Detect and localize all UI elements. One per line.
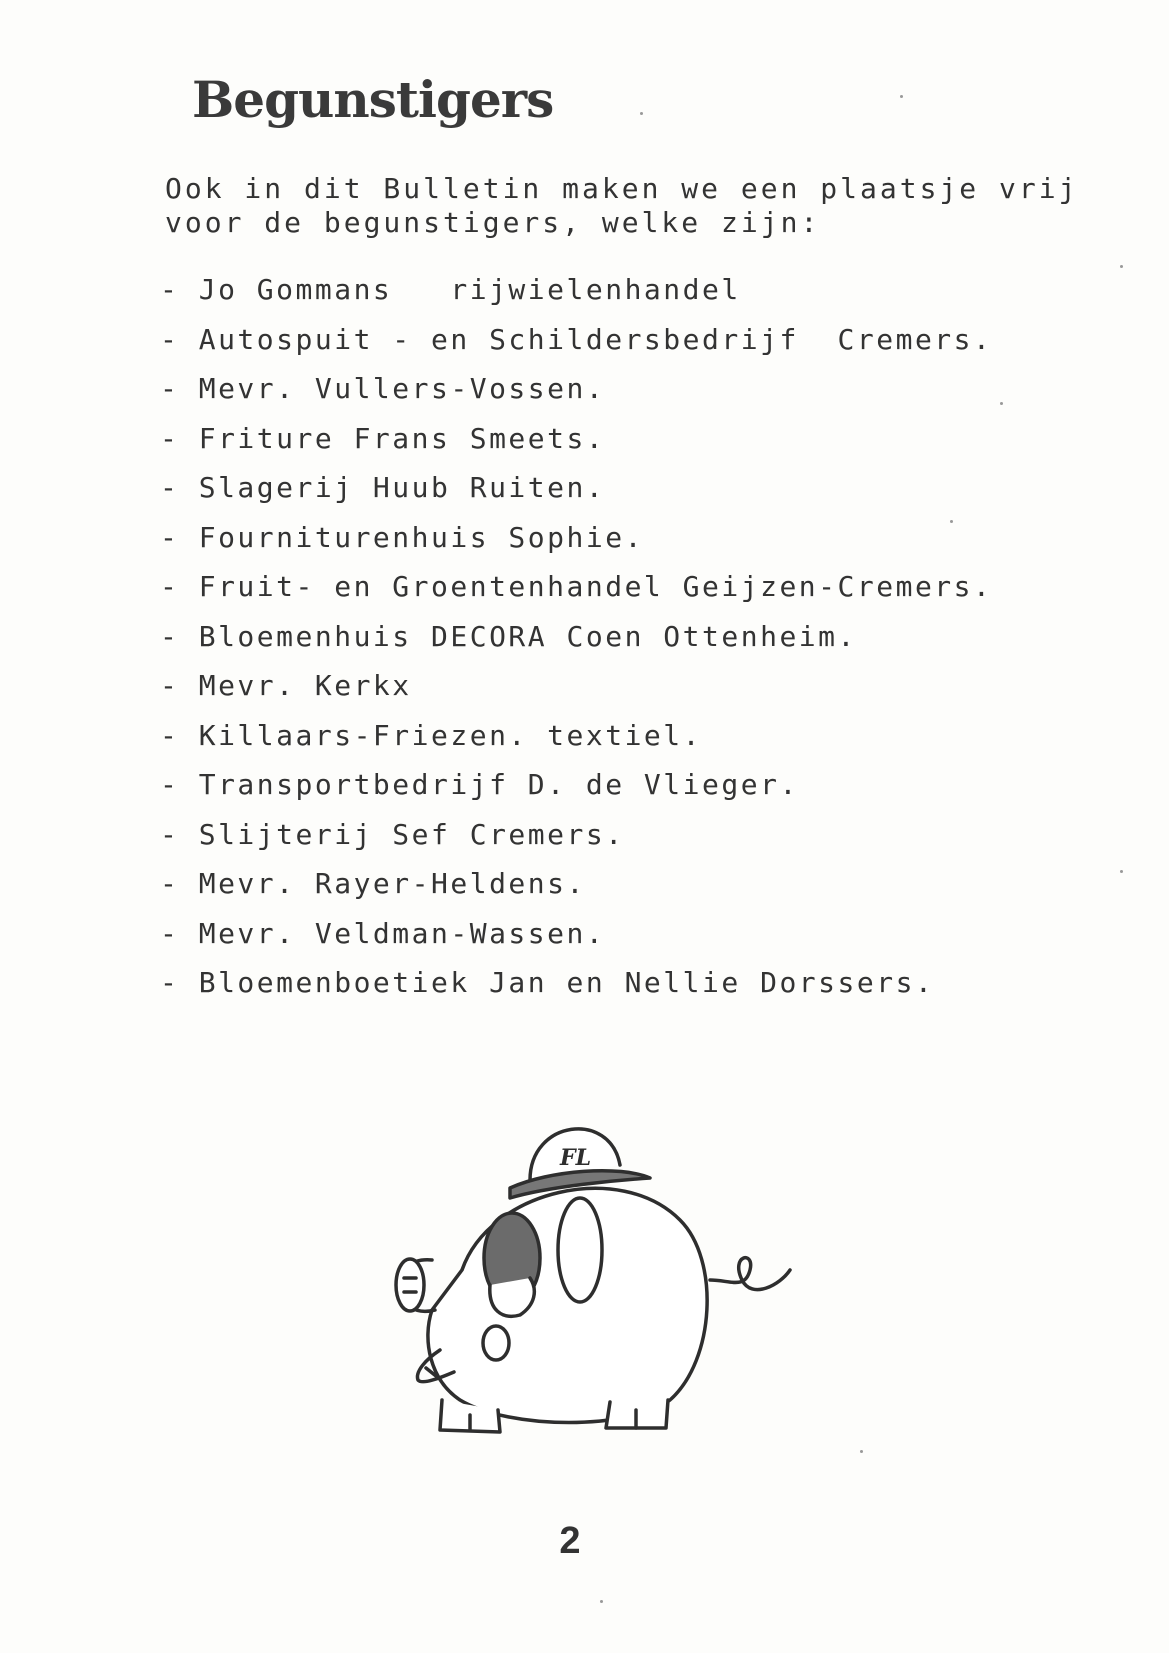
list-item: - Autospuit - en Schildersbedrijf Cremers.: [160, 322, 993, 356]
intro-line: Ook in dit Bulletin maken we een plaatsje vrij: [165, 172, 1079, 205]
list-item: - Jo Gommans rijwielenhandel: [160, 273, 741, 306]
scan-speck: [640, 112, 643, 115]
list-item: - Killaars-Friezen. textiel.: [160, 718, 703, 752]
scan-speck: [860, 1450, 863, 1453]
intro-paragraph: [165, 172, 1125, 240]
scan-speck: [900, 95, 903, 98]
scan-speck: [1120, 265, 1123, 268]
list-item: - Slijterij Sef Cremers.: [160, 817, 625, 851]
scan-speck: [1120, 870, 1123, 873]
piggy-bank-drawing: [370, 1110, 850, 1530]
sponsor-list: [160, 270, 1080, 1013]
list-item: - Slagerij Huub Ruiten.: [160, 471, 606, 504]
cap-lettering: FL: [560, 1145, 592, 1171]
page-number: 2: [559, 1520, 581, 1562]
list-item: - Friture Frans Smeets.: [160, 421, 606, 455]
list-item: - Bloemenhuis DECORA Coen Ottenheim.: [160, 619, 857, 653]
list-item: - Mevr. Rayer-Heldens.: [160, 867, 586, 900]
list-item: - Mevr. Kerkx: [160, 669, 412, 702]
scan-speck: [600, 1600, 603, 1603]
scan-speck: [1000, 402, 1003, 405]
page-title: Begunstigers: [192, 70, 554, 129]
list-item: - Fourniturenhuis Sophie.: [160, 520, 644, 554]
list-item: - Mevr. Veldman-Wassen.: [160, 916, 606, 950]
scan-speck: [950, 520, 953, 523]
list-item: - Transportbedrijf D. de Vlieger.: [160, 768, 799, 801]
list-item: - Bloemenboetiek Jan en Nellie Dorssers.: [160, 966, 935, 999]
list-item: - Mevr. Vullers-Vossen.: [160, 372, 606, 405]
piggy-bank-icon: [370, 1110, 850, 1530]
intro-line: voor de begunstigers, welke zijn:: [165, 206, 821, 239]
list-item: - Fruit- en Groentenhandel Geijzen-Cremers.: [160, 570, 993, 603]
